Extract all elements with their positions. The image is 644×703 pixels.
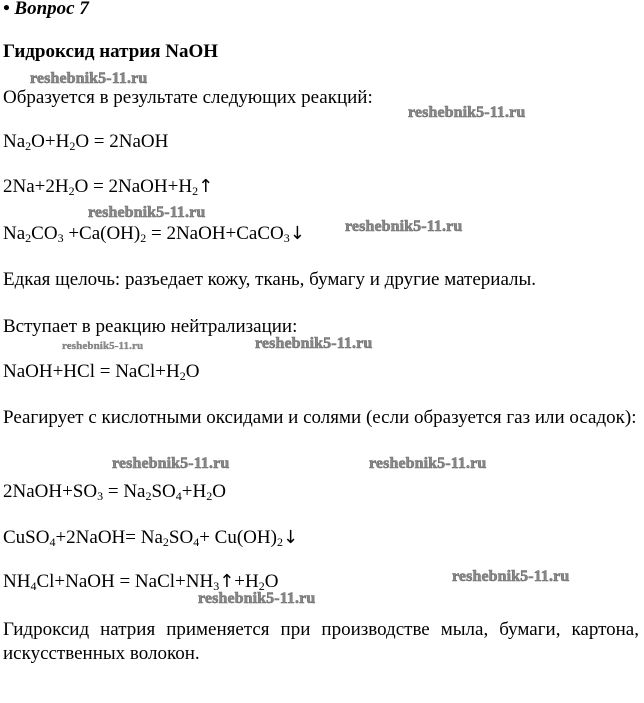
watermark: reshebnik5-11.ru	[198, 590, 316, 607]
watermark: reshebnik5-11.ru	[452, 568, 570, 585]
arrow-up-icon: ↑	[219, 571, 235, 592]
watermark: reshebnik5-11.ru	[345, 218, 463, 235]
reaction-line: NaOH+HCl = $NaCl+H_2O$	[3, 361, 200, 383]
reaction-line: CuSO$_4$+2NaOH= $Na_2SO_4+$ $Cu(OH)_2↓$	[3, 527, 299, 549]
reaction-line: $NH_4Cl+NaOH$ = $NaCl+NH_3↑+H_2O$	[3, 571, 279, 593]
reaction-line: $Na_2O+H_2O$ = 2NaOH	[3, 131, 169, 153]
watermark: reshebnik5-11.ru	[112, 455, 230, 472]
usage-text: Гидроксид натрия применяется при производстве мыла, бумаги, картона, искусственных волокон.	[3, 619, 639, 664]
watermark: reshebnik5-11.ru	[255, 335, 373, 352]
intro-text: Образуется в результате следующих реакций:	[3, 87, 373, 108]
question-label: • Вопрос 7	[3, 0, 89, 19]
watermark: reshebnik5-11.ru	[408, 104, 526, 121]
reaction-line: $Na_2CO_3 +Ca(OH)_2$ = 2NaOH+CaCO$_3$↓	[3, 223, 305, 245]
neutralization-intro: Вступает в реакцию нейтрализации:	[3, 316, 298, 337]
reaction-line: $2NaOH+SO_3 = Na_2SO_4+H_2O$	[3, 481, 226, 503]
arrow-down-icon: ↓	[289, 223, 305, 244]
reaction-line: $2Na+2H_2O$ = $2NaOH+H_2↑$	[3, 176, 214, 198]
watermark: reshebnik5-11.ru	[62, 340, 144, 352]
arrow-up-icon: ↑	[198, 176, 214, 197]
caustic-text: Едкая щелочь: разъедает кожу, ткань, бумагу и другие материалы.	[3, 269, 537, 290]
acid-oxides-text: Реагирует с кислотными оксидами и солями (если образуется газ или осадок):	[3, 407, 637, 428]
section-heading: Гидроксид натрия NaOH	[3, 41, 219, 62]
watermark: reshebnik5-11.ru	[88, 204, 206, 221]
watermark: reshebnik5-11.ru	[30, 70, 148, 87]
watermark: reshebnik5-11.ru	[369, 455, 487, 472]
arrow-down-icon: ↓	[282, 527, 299, 548]
